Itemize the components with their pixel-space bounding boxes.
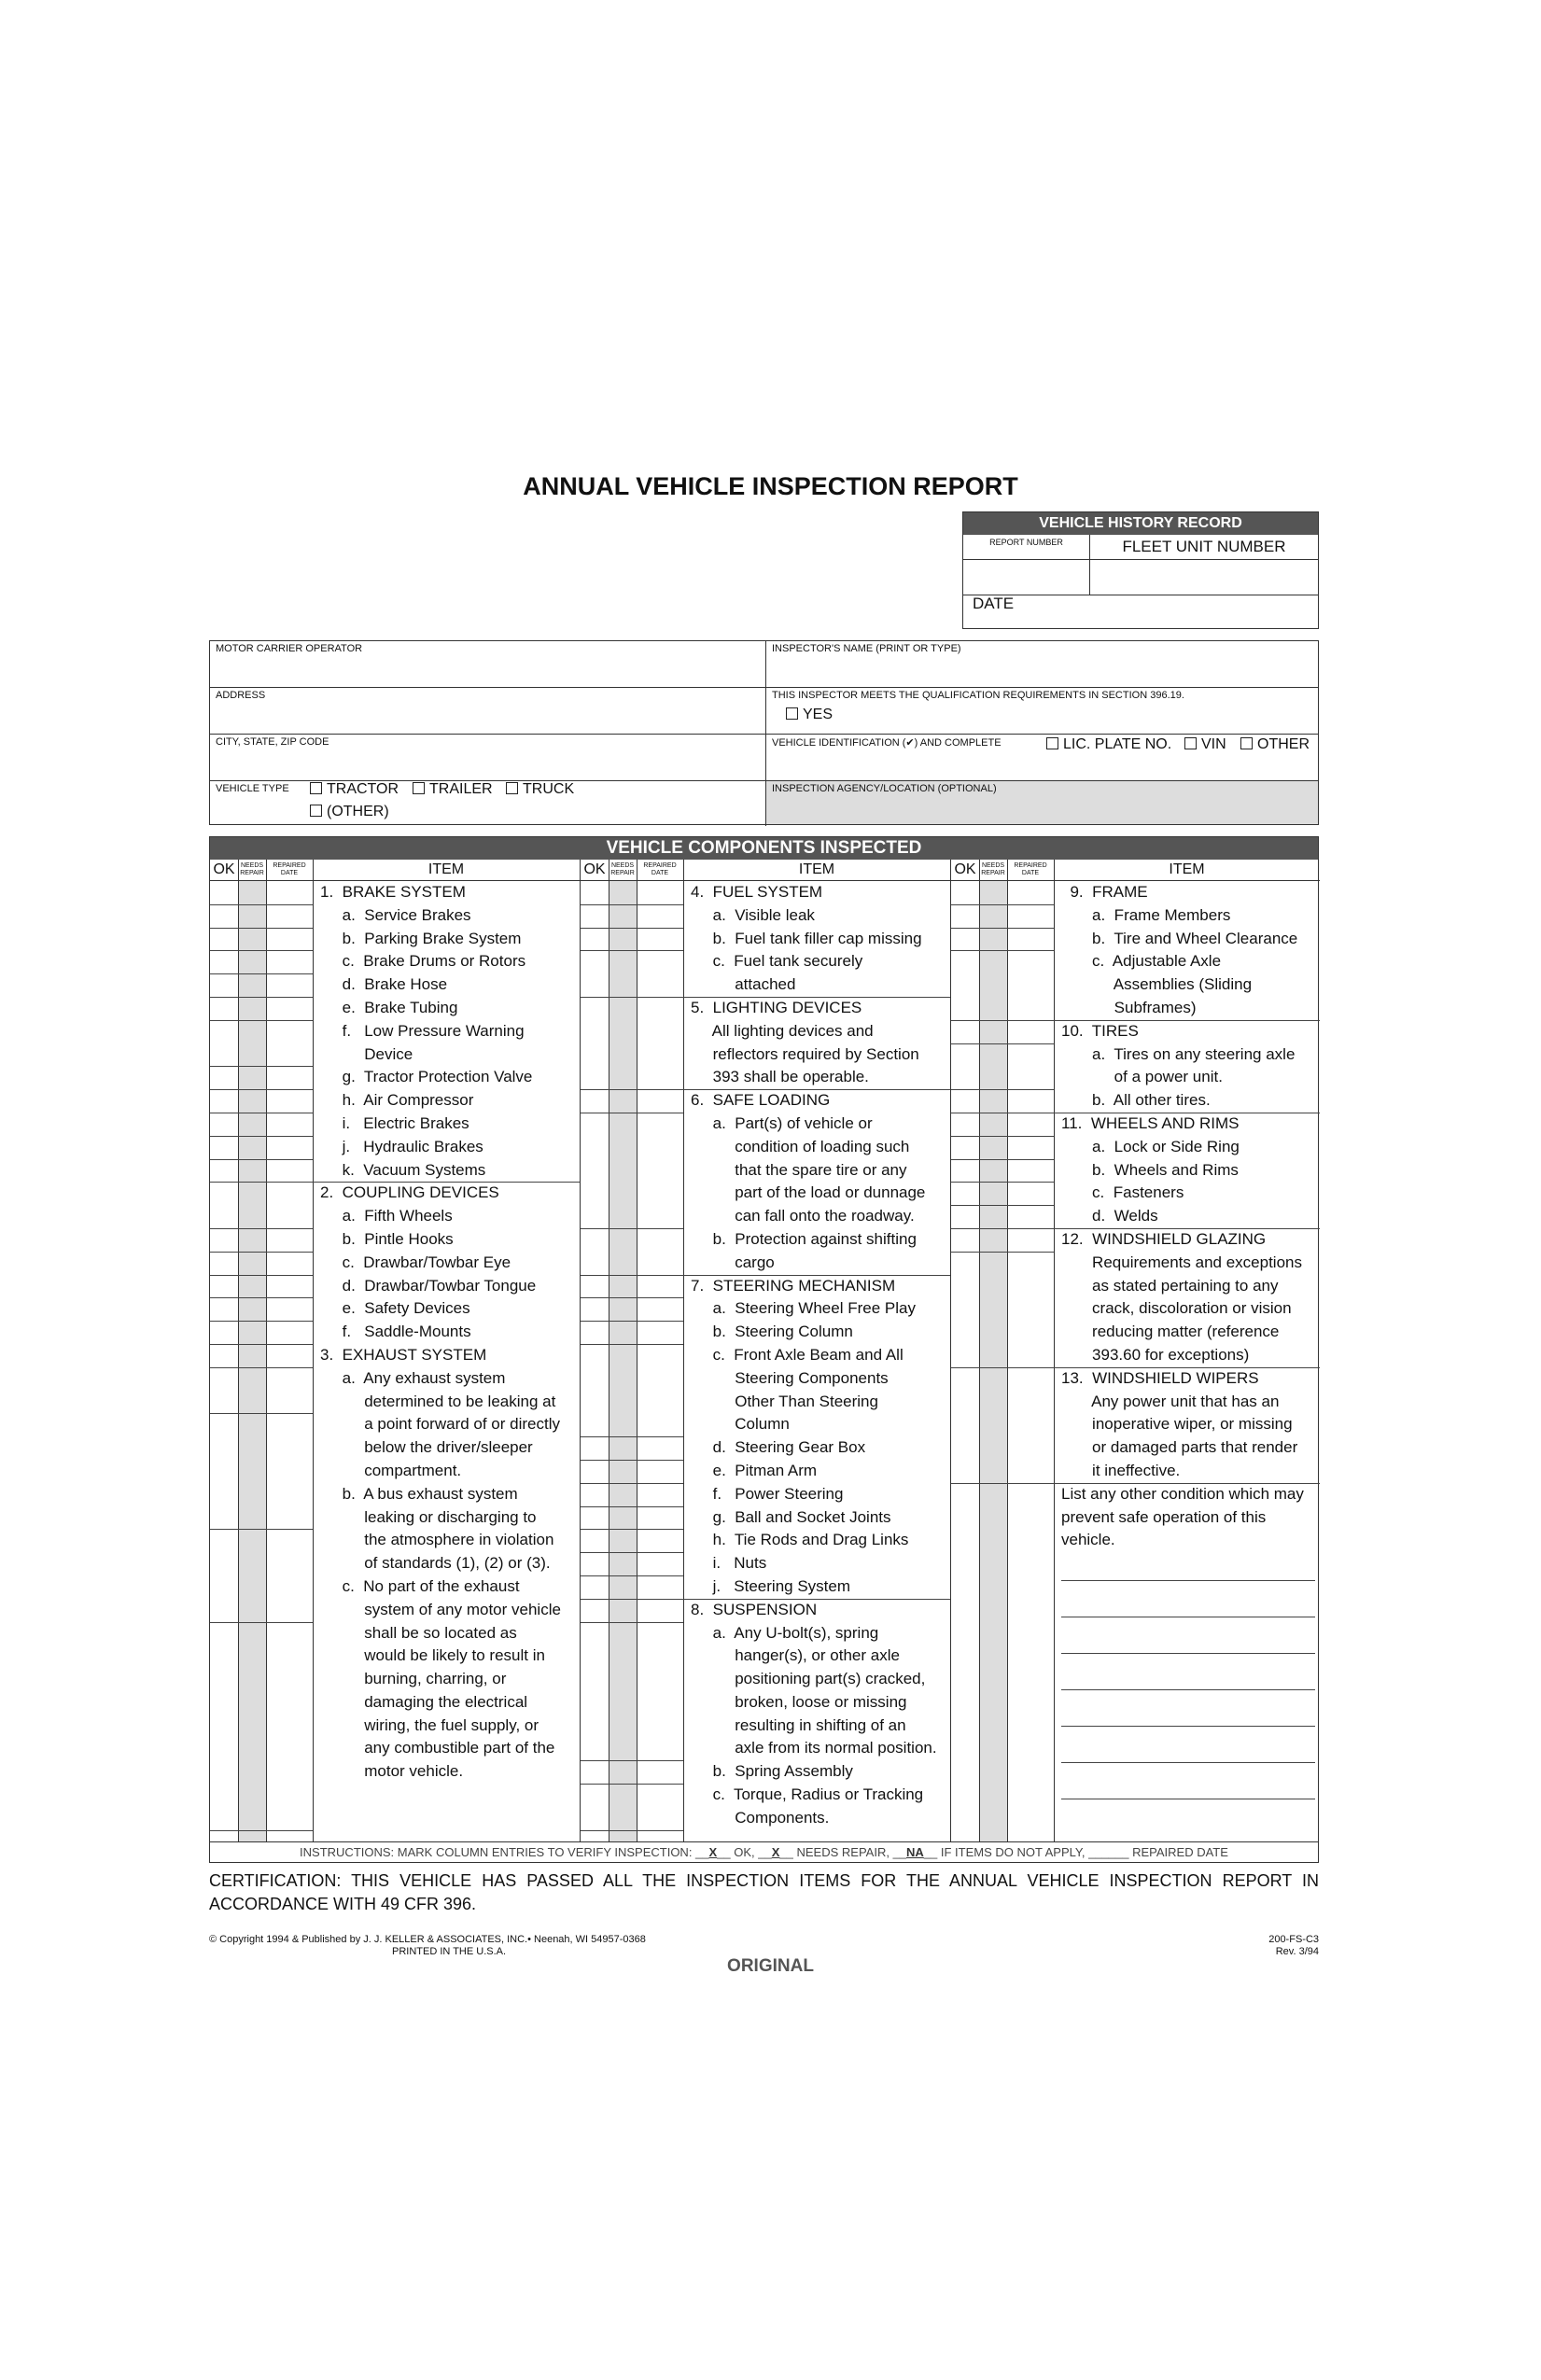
row-separator [210, 1297, 313, 1298]
row-separator [951, 1182, 1054, 1183]
checkbox-icon[interactable] [310, 805, 322, 817]
item-line: a. Part(s) of vehicle or [691, 1113, 873, 1132]
item-line: Other Than Steering [691, 1392, 878, 1410]
checkbox-icon[interactable] [506, 782, 518, 794]
item-line: c. Adjustable Axle [1061, 952, 1222, 971]
row-separator [951, 1136, 1054, 1137]
yes-option[interactable]: YES [786, 707, 833, 723]
item-line: 4. FUEL SYSTEM [691, 883, 823, 901]
row-separator [210, 1529, 313, 1530]
item-line: c. Fuel tank securely [691, 952, 863, 971]
item-line: d. Steering Gear Box [691, 1438, 866, 1457]
row-separator [210, 1830, 313, 1831]
item-line: below the driver/sleeper [320, 1438, 533, 1457]
item-line: c. Brake Drums or Rotors [320, 952, 526, 971]
item-line: or damaged parts that render [1061, 1438, 1298, 1457]
item-line: determined to be leaking at [320, 1392, 556, 1410]
row-separator [951, 1205, 1054, 1206]
write-in-line[interactable] [1061, 1762, 1315, 1763]
item-line: f. Saddle-Mounts [320, 1323, 471, 1341]
item-line: c. Torque, Radius or Tracking [691, 1785, 924, 1804]
row-separator [581, 1575, 683, 1576]
item-line: c. Front Axle Beam and All [691, 1345, 904, 1364]
item-line: g. Ball and Socket Joints [691, 1507, 891, 1526]
item-line: c. No part of the exhaust [320, 1576, 520, 1595]
item-line: cargo [691, 1253, 775, 1271]
vehicle-history-record [962, 511, 1319, 629]
row-separator [581, 950, 683, 951]
checkbox-icon[interactable] [413, 782, 425, 794]
checkbox-icon[interactable] [1046, 737, 1058, 749]
checkbox-icon[interactable] [1184, 737, 1197, 749]
row-separator [210, 973, 313, 974]
needs-repair-column-2 [609, 880, 637, 1841]
item-line: any combustible part of the [320, 1739, 555, 1757]
item-line: e. Safety Devices [320, 1299, 470, 1318]
row-separator [581, 1622, 683, 1623]
item-line: 393 shall be operable. [691, 1068, 869, 1086]
address-label: ADDRESS [216, 690, 266, 701]
checkbox-icon[interactable] [786, 707, 798, 720]
row-separator [210, 1252, 313, 1253]
item-line: a. Lock or Side Ring [1061, 1137, 1240, 1155]
other-type-option[interactable]: (OTHER) [310, 804, 389, 820]
item-line: d. Welds [1061, 1207, 1158, 1225]
row-separator [210, 1321, 313, 1322]
vehicle-id-label: VEHICLE IDENTIFICATION (✔) AND COMPLETE [772, 737, 1002, 749]
trailer-option[interactable]: TRAILER [413, 781, 493, 798]
row-separator [951, 1043, 1054, 1044]
item-line: broken, loose or missing [691, 1692, 907, 1711]
tractor-option[interactable]: TRACTOR [310, 781, 399, 798]
vin-option[interactable]: VIN [1184, 736, 1226, 753]
item-line: b. A bus exhaust system [320, 1484, 518, 1503]
item-line: condition of loading such [691, 1137, 910, 1155]
item-line: All lighting devices and [691, 1021, 874, 1040]
needs-repair-column-1 [238, 880, 266, 1841]
item-line: the atmosphere in violation [320, 1531, 554, 1549]
item-line: f. Power Steering [691, 1484, 844, 1503]
original-label: ORIGINAL [727, 1956, 814, 1976]
item-line: Assemblies (Sliding [1061, 975, 1253, 994]
item-line: a point forward of or directly [320, 1415, 560, 1434]
row-separator [581, 1529, 683, 1530]
other-id-option[interactable]: OTHER [1240, 736, 1310, 753]
item-line: h. Air Compressor [320, 1091, 474, 1110]
item-line: 7. STEERING MECHANISM [691, 1276, 896, 1295]
item-line: as stated pertaining to any [1061, 1276, 1279, 1295]
row-separator [210, 1228, 313, 1229]
row-separator [210, 1367, 313, 1368]
item-line: of a power unit. [1061, 1068, 1223, 1086]
item-line: Any power unit that has an [1061, 1392, 1280, 1410]
item-line: it ineffective. [1061, 1461, 1181, 1479]
row-separator [581, 904, 683, 905]
item-line: Column [691, 1415, 790, 1434]
row-separator [581, 1321, 683, 1322]
item-line: a. Tires on any steering axle [1061, 1044, 1296, 1063]
write-in-line[interactable] [1061, 1689, 1315, 1690]
vehicle-type-label: VEHICLE TYPE [216, 783, 289, 794]
row-separator [951, 1159, 1054, 1160]
item-line: k. Vacuum Systems [320, 1160, 486, 1179]
row-separator [581, 1228, 683, 1229]
item-line: Components. [691, 1808, 830, 1827]
column-3-items [1061, 881, 1304, 1552]
item-line: h. Tie Rods and Drag Links [691, 1531, 909, 1549]
row-separator [581, 1784, 683, 1785]
item-line: a. Visible leak [691, 905, 815, 924]
inspector-name-label: INSPECTOR'S NAME (PRINT OR TYPE) [772, 643, 961, 654]
row-separator [210, 997, 313, 998]
row-separator [581, 928, 683, 929]
instructions-line: INSTRUCTIONS: MARK COLUMN ENTRIES TO VERIFY INSPECTION: __X__ OK, __X__ NEEDS REPAIR, __NA__ IF ITEMS DO NOT APPLY, ______ REPAIRED DATE [210, 1841, 1318, 1863]
row-separator [581, 1436, 683, 1437]
date-label: DATE [973, 595, 1015, 612]
item-line: b. Fuel tank filler cap missing [691, 929, 922, 947]
item-line: d. Drawbar/Towbar Tongue [320, 1276, 537, 1295]
item-line: b. Tire and Wheel Clearance [1061, 929, 1298, 947]
item-line: a. Any exhaust system [320, 1368, 506, 1387]
item-line: Device [320, 1044, 413, 1063]
row-separator [581, 1506, 683, 1507]
item-line: compartment. [320, 1461, 462, 1479]
write-in-line[interactable] [1061, 1726, 1315, 1727]
item-line: f. Low Pressure Warning [320, 1021, 525, 1040]
copyright-notice: © Copyright 1994 & Published by J. J. KELLER & ASSOCIATES, INC.• Neenah, WI 54957-0368 PRINTED IN THE U.S.A. [209, 1934, 646, 1957]
item-line: i. Nuts [691, 1554, 767, 1573]
fleet-unit-label: FLEET UNIT NUMBER [1122, 538, 1286, 555]
row-separator [210, 1413, 313, 1414]
item-line: i. Electric Brakes [320, 1113, 469, 1132]
column-1-items [320, 881, 561, 1784]
item-line: axle from its normal position. [691, 1739, 937, 1757]
item-line: 5. LIGHTING DEVICES [691, 998, 862, 1016]
item-line: j. Steering System [691, 1576, 851, 1595]
item-line: d. Brake Hose [320, 975, 448, 994]
checkbox-icon[interactable] [1240, 737, 1253, 749]
item-line: burning, charring, or [320, 1670, 507, 1688]
item-line: Subframes) [1061, 998, 1197, 1016]
item-line: 10. TIRES [1061, 1021, 1139, 1040]
checkbox-icon[interactable] [310, 782, 322, 794]
item-line: a. Service Brakes [320, 905, 471, 924]
row-separator [210, 1020, 313, 1021]
row-separator [210, 1344, 313, 1345]
item-line: g. Tractor Protection Valve [320, 1068, 533, 1086]
item-line: a. Fifth Wheels [320, 1207, 453, 1225]
row-separator [210, 1622, 313, 1623]
item-line: that the spare tire or any [691, 1160, 907, 1179]
item-line: j. Hydraulic Brakes [320, 1137, 483, 1155]
form-number: 200-FS-C3 Rev. 3/94 [1268, 1934, 1319, 1957]
item-line: 393.60 for exceptions) [1061, 1345, 1250, 1364]
row-separator [581, 1344, 683, 1345]
item-line: 2. COUPLING DEVICES [320, 1183, 499, 1202]
write-in-line[interactable] [1061, 1580, 1315, 1581]
row-separator [581, 1552, 683, 1553]
item-line: a. Frame Members [1061, 905, 1231, 924]
item-line: b. Pintle Hooks [320, 1229, 454, 1248]
item-line: b. Protection against shifting [691, 1229, 917, 1248]
row-separator [210, 1159, 313, 1160]
agency-label: INSPECTION AGENCY/LOCATION (OPTIONAL) [772, 783, 997, 794]
item-line: 6. SAFE LOADING [691, 1091, 831, 1110]
row-separator [951, 1252, 1054, 1253]
item-line: 13. WINDSHIELD WIPERS [1061, 1368, 1259, 1387]
components-table [209, 836, 1319, 1863]
item-line: damaging the electrical [320, 1692, 528, 1711]
row-separator [951, 904, 1054, 905]
item-line: 9. FRAME [1061, 883, 1148, 901]
item-line: 11. WHEELS AND RIMS [1061, 1113, 1240, 1132]
item-line: a. Any U-bolt(s), spring [691, 1623, 879, 1642]
row-separator [581, 1830, 683, 1831]
item-line: positioning part(s) cracked, [691, 1670, 926, 1688]
row-separator [210, 950, 313, 951]
item-line: motor vehicle. [320, 1762, 464, 1781]
item-line: shall be so located as [320, 1623, 517, 1642]
truck-option[interactable]: TRUCK [506, 781, 574, 798]
item-line: 3. EXHAUST SYSTEM [320, 1345, 487, 1364]
item-line: prevent safe operation of this [1061, 1507, 1267, 1526]
row-separator [951, 928, 1054, 929]
write-in-line[interactable] [1061, 1653, 1315, 1654]
item-line: vehicle. [1061, 1531, 1115, 1549]
item-line: crack, discoloration or vision [1061, 1299, 1292, 1318]
row-separator [581, 1460, 683, 1461]
item-line: b. Parking Brake System [320, 929, 522, 947]
row-separator [210, 1066, 313, 1067]
row-separator [210, 904, 313, 905]
item-line: 1. BRAKE SYSTEM [320, 883, 466, 901]
row-separator [951, 1089, 1054, 1090]
item-line: would be likely to result in [320, 1646, 545, 1665]
page-title: ANNUAL VEHICLE INSPECTION REPORT [523, 472, 1018, 500]
row-separator [210, 1089, 313, 1090]
item-line: c. Fasteners [1061, 1183, 1184, 1202]
motor-carrier-label: MOTOR CARRIER OPERATOR [216, 643, 363, 654]
item-line: Requirements and exceptions [1061, 1253, 1302, 1271]
item-line: b. Steering Column [691, 1323, 853, 1341]
item-line: b. Spring Assembly [691, 1762, 853, 1781]
row-separator [210, 928, 313, 929]
item-line: a. Steering Wheel Free Play [691, 1299, 916, 1318]
row-separator [581, 1483, 683, 1484]
column-2-items [691, 881, 937, 1830]
qualification-label: THIS INSPECTOR MEETS THE QUALIFICATION REQUIREMENTS IN SECTION 396.19. [772, 690, 1184, 701]
needs-repair-column-3 [979, 880, 1007, 1841]
item-line: e. Brake Tubing [320, 998, 458, 1016]
row-separator [210, 1136, 313, 1137]
operator-info-box [209, 640, 1319, 825]
item-line: reflectors required by Section [691, 1044, 919, 1063]
column-header-1: OK NEEDS REPAIR REPAIRED DATE ITEM [210, 860, 580, 881]
item-line: inoperative wiper, or missing [1061, 1415, 1293, 1434]
item-line: reducing matter (reference [1061, 1323, 1280, 1341]
item-line: hanger(s), or other axle [691, 1646, 900, 1665]
city-label: CITY, STATE, ZIP CODE [216, 736, 329, 748]
item-line: leaking or discharging to [320, 1507, 537, 1526]
item-line: Steering Components [691, 1368, 889, 1387]
item-line: system of any motor vehicle [320, 1600, 561, 1618]
item-line: part of the load or dunnage [691, 1183, 926, 1202]
lic-plate-option[interactable]: LIC. PLATE NO. [1046, 736, 1171, 753]
item-line: c. Drawbar/Towbar Eye [320, 1253, 511, 1271]
history-header: VEHICLE HISTORY RECORD [963, 512, 1318, 535]
item-line: List any other condition which may [1061, 1484, 1304, 1503]
certification-text: CERTIFICATION: THIS VEHICLE HAS PASSED ALL THE INSPECTION ITEMS FOR THE ANNUAL VEHICLE INSPECTION REPORT IN ACCORDANCE WITH 49 CFR 396. [209, 1871, 1319, 1913]
row-separator [581, 1297, 683, 1298]
item-line: can fall onto the roadway. [691, 1207, 915, 1225]
row-separator [581, 1760, 683, 1761]
report-number-label: REPORT NUMBER [989, 538, 1063, 547]
item-line: wiring, the fuel supply, or [320, 1715, 539, 1734]
item-line: e. Pitman Arm [691, 1461, 818, 1479]
item-line: b. All other tires. [1061, 1091, 1211, 1110]
item-line: attached [691, 975, 796, 994]
item-line: 12. WINDSHIELD GLAZING [1061, 1229, 1267, 1248]
column-header-2: OK NEEDS REPAIR REPAIRED DATE ITEM [581, 860, 950, 881]
components-banner: VEHICLE COMPONENTS INSPECTED [210, 837, 1318, 860]
row-separator [951, 950, 1054, 951]
item-line: of standards (1), (2) or (3). [320, 1554, 551, 1573]
item-line: b. Wheels and Rims [1061, 1160, 1239, 1179]
column-header-3: OK NEEDS REPAIR REPAIRED DATE ITEM [951, 860, 1320, 881]
item-line: resulting in shifting of an [691, 1715, 906, 1734]
row-separator [210, 1275, 313, 1276]
item-line: 8. SUSPENSION [691, 1600, 818, 1618]
